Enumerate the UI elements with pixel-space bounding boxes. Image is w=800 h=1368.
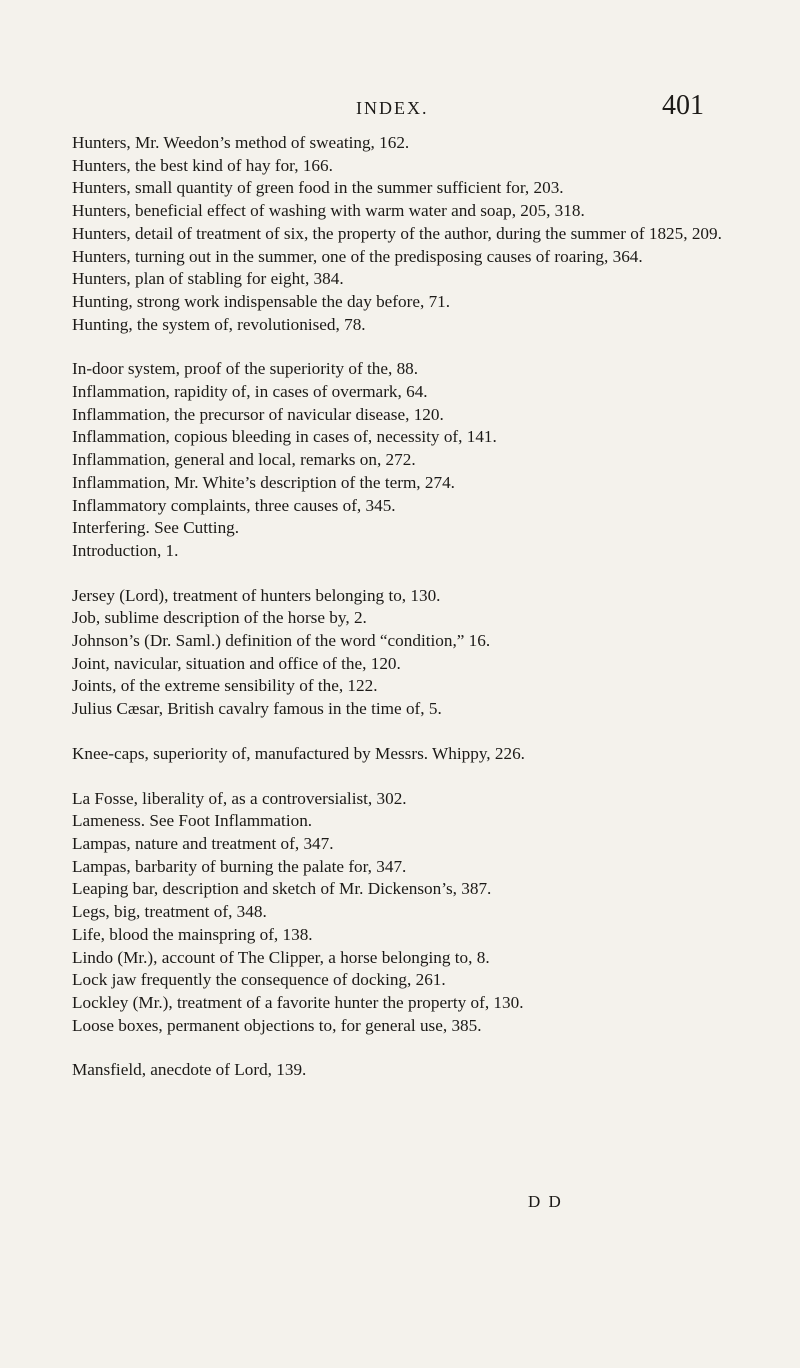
- index-entry: Hunting, the system of, revolutionised, 78.: [72, 314, 366, 334]
- index-entry: Joints, of the extreme sensibility of the, 122.: [72, 676, 378, 696]
- index-entry: Lock jaw frequently the consequence of docking, 261.: [72, 970, 446, 990]
- index-entry: Hunters, turning out in the summer, one of the predisposing causes of roaring, 364.: [72, 246, 643, 266]
- index-group-i: [72, 358, 732, 562]
- index-entry: Lameness. See Foot Inflammation.: [72, 811, 313, 831]
- index-entry: Hunters, plan of stabling for eight, 384.: [72, 269, 344, 289]
- index-entry: Introduction, 1.: [72, 540, 179, 560]
- index-entry: Lampas, nature and treatment of, 347.: [72, 833, 334, 853]
- index-entry: Interfering. See Cutting.: [72, 518, 240, 538]
- index-group-l: [72, 788, 732, 1038]
- index-group-m: [72, 1059, 732, 1082]
- index-entry: Hunters, the best kind of hay for, 166.: [72, 155, 333, 175]
- running-title: INDEX.: [356, 98, 429, 118]
- index-entry: Lockley (Mr.), treatment of a favorite hunter the property of, 130.: [72, 992, 524, 1012]
- index-entry: Life, blood the mainspring of, 138.: [72, 924, 313, 944]
- index-entry: In-door system, proof of the superiority of the, 88.: [72, 359, 419, 379]
- index-entry: Julius Cæsar, British cavalry famous in the time of, 5.: [72, 699, 442, 719]
- index-entry: Legs, big, treatment of, 348.: [72, 902, 267, 922]
- index-entry: Inflammation, Mr. White’s description of the term, 274.: [72, 472, 455, 492]
- index-entry: Inflammation, copious bleeding in cases of, necessity of, 141.: [72, 427, 497, 447]
- index-entry: La Fosse, liberality of, as a controversialist, 302.: [72, 788, 407, 808]
- index-entry: Mansfield, anecdote of Lord, 139.: [72, 1060, 307, 1080]
- index-entry: Hunters, detail of treatment of six, the property of the author, during the summer of 1825, 209.: [72, 223, 722, 243]
- index-entry: Hunters, small quantity of green food in the summer sufficient for, 203.: [72, 178, 564, 198]
- index-entry: Jersey (Lord), treatment of hunters belonging to, 130.: [72, 585, 441, 605]
- index-entry: Inflammation, the precursor of navicular disease, 120.: [72, 404, 444, 424]
- index-entry: Johnson’s (Dr. Saml.) definition of the word “condition,” 16.: [72, 631, 491, 651]
- index-entry: Lampas, barbarity of burning the palate for, 347.: [72, 856, 407, 876]
- index-entry: Inflammatory complaints, three causes of, 345.: [72, 495, 396, 515]
- index-entry: Loose boxes, permanent objections to, for general use, 385.: [72, 1015, 482, 1035]
- index-entry: Hunters, beneficial effect of washing with warm water and soap, 205, 318.: [72, 201, 585, 221]
- index-entry: Job, sublime description of the horse by, 2.: [72, 608, 367, 628]
- index-group-k: [72, 743, 732, 766]
- index-entry: Lindo (Mr.), account of The Clipper, a horse belonging to, 8.: [72, 947, 490, 967]
- index-entry: Knee-caps, superiority of, manufactured by Messrs. Whippy, 226.: [72, 743, 525, 763]
- page-number: 401: [662, 90, 704, 121]
- index-group-h: [72, 132, 732, 336]
- index-entry: Leaping bar, description and sketch of Mr. Dickenson’s, 387.: [72, 879, 492, 899]
- index-entries: [72, 132, 732, 1104]
- index-entry: Hunting, strong work indispensable the day before, 71.: [72, 291, 451, 311]
- index-entry: Inflammation, general and local, remarks on, 272.: [72, 450, 416, 470]
- running-head: [0, 90, 800, 124]
- index-group-j: [72, 585, 732, 721]
- index-entry: Hunters, Mr. Weedon’s method of sweating, 162.: [72, 133, 410, 152]
- signature-mark: D D: [528, 1192, 563, 1211]
- index-entry: Inflammation, rapidity of, in cases of overmark, 64.: [72, 382, 428, 402]
- index-entry: Joint, navicular, situation and office of the, 120.: [72, 653, 401, 673]
